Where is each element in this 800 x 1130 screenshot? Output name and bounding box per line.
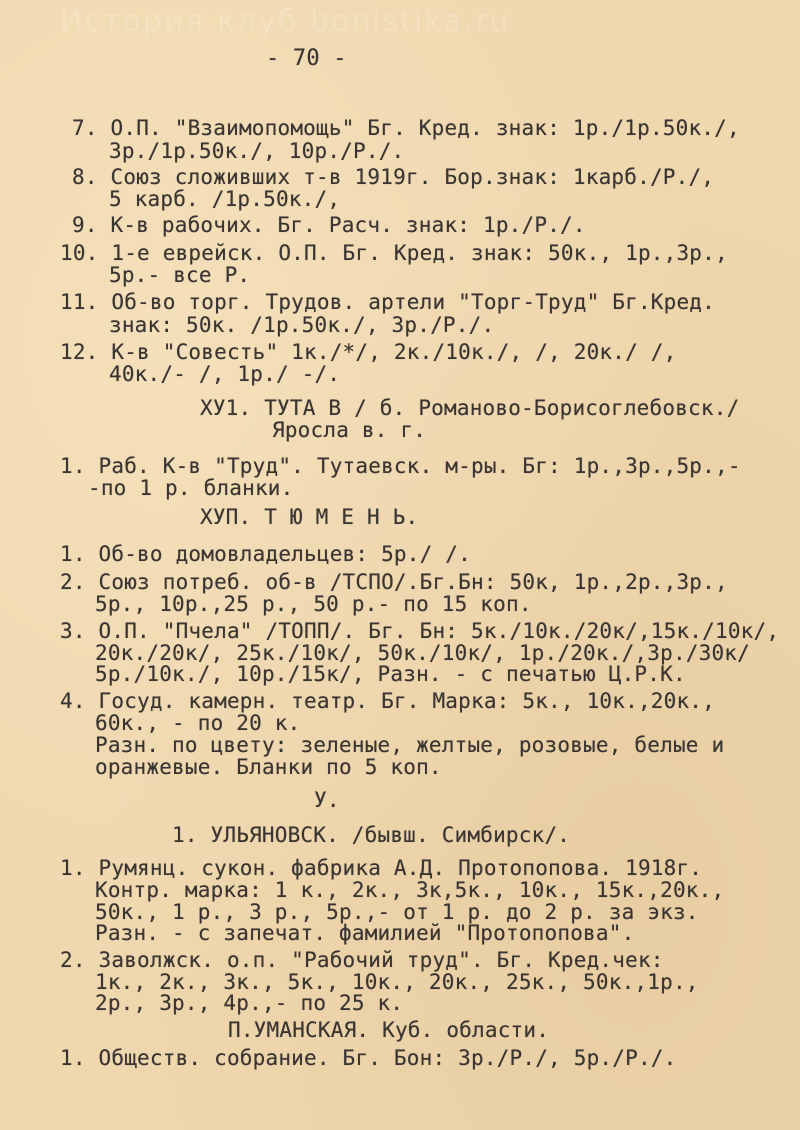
entry-line: 10. 1-е еврейск. О.П. Бг. Кред. знак: 50к., 1р.,3р., xyxy=(60,241,728,265)
watermark-text: История клуб bonistika.ru xyxy=(60,4,511,39)
entry-line: 2. Союз потреб. об-в /ТСПО/.Бг.Бн: 50к, 1р.,2р.,3р., xyxy=(60,570,728,594)
entry-line: 60к., - по 20 к. xyxy=(95,711,301,735)
entry-line: 3. О.П. "Пчела" /ТОПП/. Бг. Бн: 5к./10к./20к/,15к./10к/, xyxy=(60,619,780,643)
section-heading: ХУ1. ТУТА В / б. Романово-Борисоглебовск./ xyxy=(200,396,740,420)
entry-line: 11. Об-во торг. Трудов. артели "Торг-Труд" Бг.Кред. xyxy=(60,290,715,314)
entry-line: 20к./20к/, 25к./10к/, 50к./10к/, 1р./20к./,3р./30к/ xyxy=(95,641,750,665)
entry-line: 8. Союз сложивших т-в 1919г. Бор.знак: 1карб./Р./, xyxy=(72,165,715,189)
entry-line: Разн. по цвету: зеленые, желтые, розовые, белые и xyxy=(95,733,725,757)
entry-line: 1к., 2к., 3к., 5к., 10к., 20к., 25к., 50к.,1р., xyxy=(95,970,699,994)
section-heading: ХУП. Т Ю М Е Н Ь. xyxy=(200,505,419,529)
entry-line: знак: 50к. /1р.50к./, 3р./Р./. xyxy=(109,313,495,337)
entry-line: Контр. марка: 1 к., 2к., 3к,5к., 10к., 15к.,20к., xyxy=(95,878,725,902)
entry-line: оранжевые. Бланки по 5 коп. xyxy=(95,755,442,779)
section-heading: Яросла в. г. xyxy=(272,418,427,442)
entry-line: Разн. - с запечат. фамилией "Протопопова". xyxy=(95,921,635,945)
entry-line: 5р., 10р.,25 р., 50 р.- по 15 коп. xyxy=(95,592,532,616)
section-heading: 1. УЛЬЯНОВСК. /бывш. Симбирск/. xyxy=(172,823,571,847)
entry-line: 5р.- все Р. xyxy=(109,263,251,287)
entry-line: 2р., 3р., 4р.,- по 25 к. xyxy=(95,991,404,1015)
entry-line: 1. Обществ. собрание. Бг. Бон: 3р./Р./, 5р./Р./. xyxy=(60,1046,677,1070)
entry-line: 9. К-в рабочих. Бг. Расч. знак: 1р./Р./. xyxy=(72,213,586,237)
entry-line: 5р./10к./, 10р./15к/, Разн. - с печатью Ц.Р.К. xyxy=(95,662,686,686)
entry-line: 7. О.П. "Взаимопомощь" Бг. Кред. знак: 1р./1р.50к./, xyxy=(72,116,740,140)
entry-line: 5 карб. /1р.50к./, xyxy=(109,187,341,211)
entry-line: 4. Госуд. камерн. театр. Бг. Марка: 5к., 10к.,20к., xyxy=(60,689,715,713)
entry-line: 2. Заволжск. о.п. "Рабочий труд". Бг. Кред.чек: xyxy=(60,948,664,972)
entry-line: 1. Румянц. сукон. фабрика А.Д. Протопопова. 1918г. xyxy=(60,856,703,880)
entry-line: 12. К-в "Совесть" 1к./*/, 2к./10к./, /, 20к./ /, xyxy=(60,340,677,364)
page-number: - 70 - xyxy=(266,46,347,71)
entry-line: 1. Об-во домовладельцев: 5р./ /. xyxy=(60,542,471,566)
entry-line: -по 1 р. бланки. xyxy=(88,476,294,500)
section-heading: П.УМАНСКАЯ. Куб. области. xyxy=(228,1018,550,1042)
entry-line: 3р./1р.50к./, 10р./Р./. xyxy=(109,139,405,163)
entry-line: 1. Раб. К-в "Труд". Тутаевск. м-ры. Бг: 1р.,3р.,5р.,- xyxy=(60,454,741,478)
entry-line: 50к., 1 р., 3 р., 5р.,- от 1 р. до 2 р. за экз. xyxy=(95,900,699,924)
section-heading: У. xyxy=(314,788,340,812)
entry-line: 40к./- /, 1р./ -/. xyxy=(109,362,341,386)
